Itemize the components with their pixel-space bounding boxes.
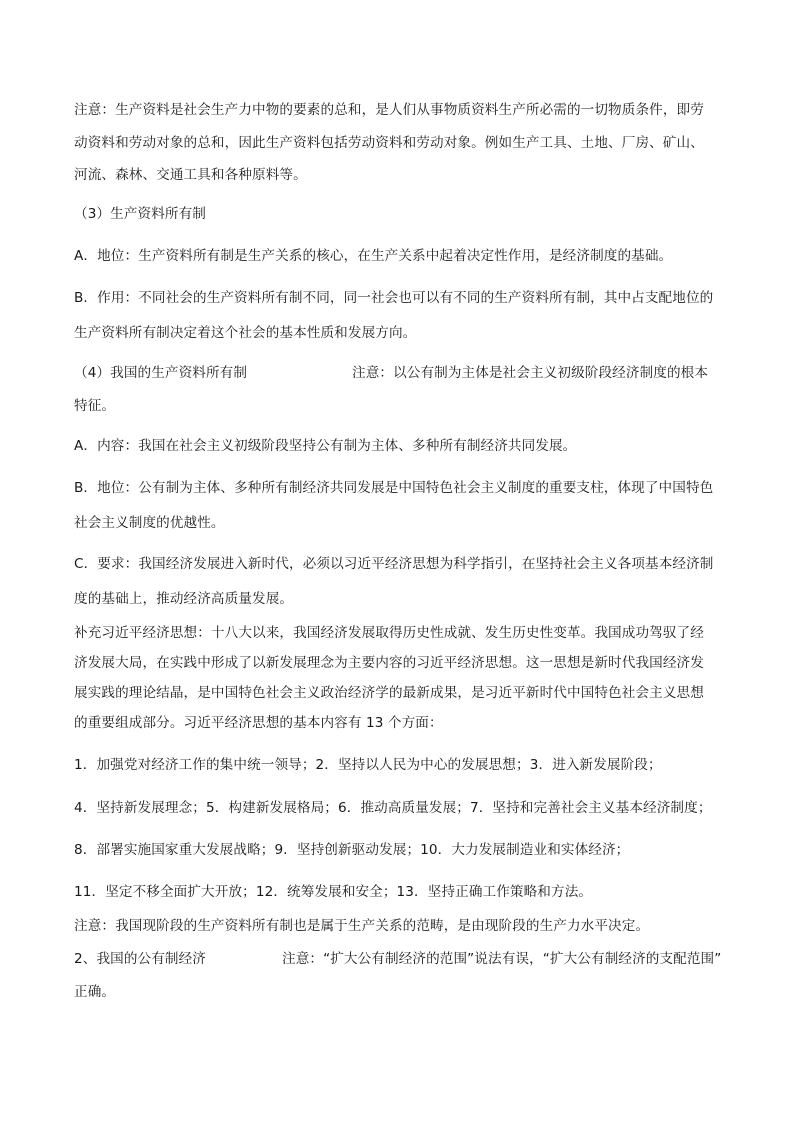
paragraph-line: 的重要组成部分。习近平经济思想的基本内容有 13 个方面： — [74, 715, 443, 731]
paragraph-line: 动资料和劳动对象的总和，因此生产资料包括劳动资料和劳动对象。例如生产工具、土地、厂房、矿山、 — [74, 135, 704, 151]
section-heading: （4）我国的生产资料所有制 — [74, 365, 248, 381]
note-text: 注意：“扩大公有制经济的范围”说法有误，“扩大公有制经济的支配范围” — [282, 951, 722, 967]
paragraph-line: 社会主义制度的优越性。 — [74, 515, 225, 531]
section-heading: 2、我国的公有制经济 — [74, 951, 206, 967]
paragraph-line: 济发展大局，在实践中形成了以新发展理念为主要内容的习近平经济思想。这一思想是新时代我国经济发 — [74, 655, 704, 671]
list-item: 4．坚持新发展理念；5．构建新发展格局；6．推动高质量发展；7．坚持和完善社会主义基本经济制度； — [74, 800, 712, 816]
paragraph-line: B．地位：公有制为主体、多种所有制经济共同发展是中国特色社会主义制度的重要支柱，体现了中国特色 — [74, 480, 714, 496]
paragraph-line: 补充习近平经济思想：十八大以来，我国经济发展取得历史性成就、发生历史性变革。我国成功驾驭了经 — [74, 625, 704, 641]
paragraph-line: B．作用：不同社会的生产资料所有制不同，同一社会也可以有不同的生产资料所有制，其中占支配地位的 — [74, 290, 714, 306]
paragraph-line: 正确。 — [74, 984, 116, 1000]
paragraph-line: 特征。 — [74, 398, 116, 414]
paragraph-line: 生产资料所有制决定着这个社会的基本性质和发展方向。 — [74, 325, 417, 341]
paragraph-line: A．地位：生产资料所有制是生产关系的核心，在生产关系中起着决定性作用，是经济制度的基础。 — [74, 248, 673, 264]
list-item: 8．部署实施国家重大发展战略；9．坚持创新驱动发展；10．大力发展制造业和实体经济； — [74, 842, 630, 858]
paragraph-line: 注意：我国现阶段的生产资料所有制也是属于生产关系的范畴，是由现阶段的生产力水平决定。 — [74, 918, 650, 934]
paragraph-line: 河流、森林、交通工具和各种原料等。 — [74, 167, 307, 183]
paragraph-line: C．要求：我国经济发展进入新时代，必须以习近平经济思想为科学指引，在坚持社会主义各项基本经济制 — [74, 556, 714, 572]
paragraph-line: 度的基础上，推动经济高质量发展。 — [74, 591, 294, 607]
paragraph-line: 展实践的理论结晶，是中国特色社会主义政治经济学的最新成果，是习近平新时代中国特色社会主义思想 — [74, 685, 704, 701]
paragraph-line: 注意：生产资料是社会生产力中物的要素的总和，是人们从事物质资料生产所必需的一切物质条件，即劳 — [74, 102, 704, 118]
list-item: 11．坚定不移全面扩大开放；12．统筹发展和安全；13．坚持正确工作策略和方法。 — [74, 884, 593, 900]
note-text: 注意：以公有制为主体是社会主义初级阶段经济制度的根本 — [352, 365, 709, 381]
list-item: 1．加强党对经济工作的集中统一领导；2．坚持以人民为中心的发展思想；3．进入新发展阶段； — [74, 757, 662, 773]
section-heading: （3）生产资料所有制 — [74, 206, 206, 222]
paragraph-line: A．内容：我国在社会主义初级阶段坚持公有制为主体、多种所有制经济共同发展。 — [74, 438, 577, 454]
